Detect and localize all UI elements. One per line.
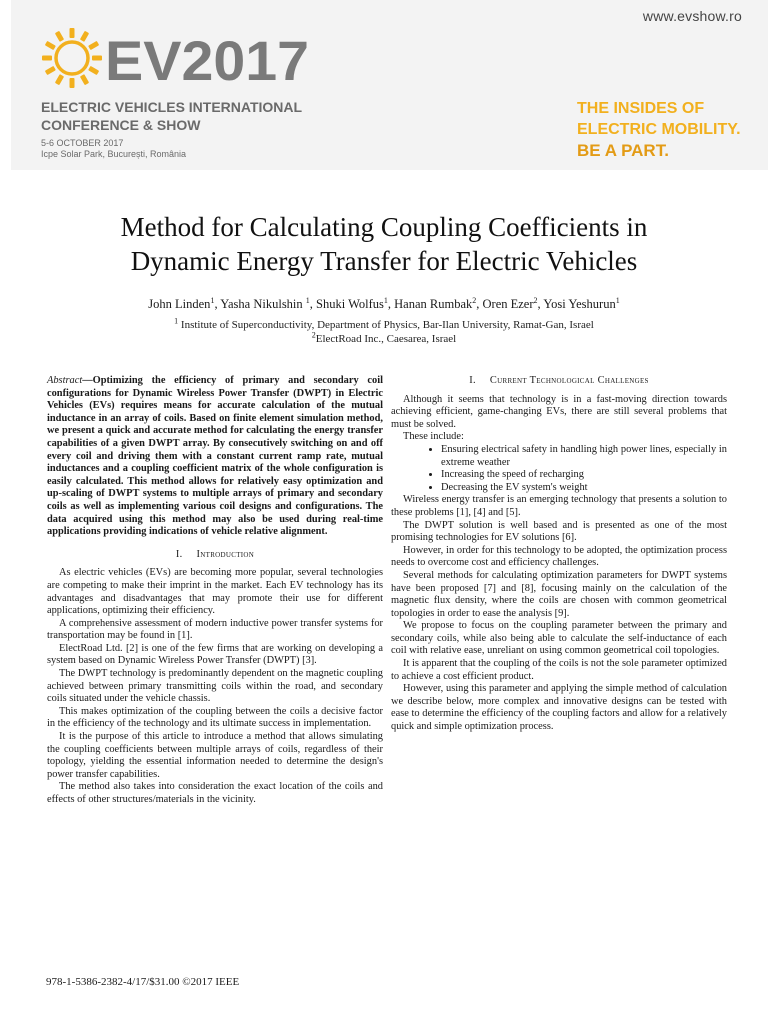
ev2017-logo [41,26,313,90]
paragraph: We propose to focus on the coupling parameter between the primary and secondary coils, while also being able to calculate the self-inductance of each coil with relative ease, unreliant on using common geometrical coil topologies. [391,620,727,657]
left-column [47,375,383,807]
conference-date-venue [41,138,186,160]
author-name: Hanan Rumbak [394,297,473,311]
author-name: Shuki Wolfus [316,297,384,311]
section-heading-introduction [47,549,383,562]
author-affiliation-mark: 2 [533,295,538,305]
paragraph: It is the purpose of this article to introduce a method that allows simulating the coupling coefficients between multiple arrays of coils, regardless of their topology, yielding the essential information needed to determine the design's power transfer capabilities. [47,731,383,780]
conference-name-line1: ELECTRIC VEHICLES INTERNATIONAL [41,99,303,115]
author-affiliation-mark: 1 [615,295,620,305]
logo-text: EV2017 [105,29,309,90]
paragraph: The method also takes into consideration the exact location of the coils and effects of other structures/materials in the vicinity. [47,781,383,805]
author-list [40,297,728,312]
author-separator: , [309,297,317,311]
bullet-item: • Increasing the speed of recharging [441,469,727,482]
conference-banner [11,0,768,170]
author-separator: , [387,297,395,311]
tagline-line1: THE INSIDES OF [577,100,705,117]
abstract [47,375,383,539]
tagline-line2: ELECTRIC MOBILITY. [577,121,741,138]
section-number: I. [469,375,476,386]
author [148,297,220,311]
tagline-line3: BE A PART. [577,141,669,160]
author-name: John Linden [148,297,211,311]
affiliation-1-text: Institute of Superconductivity, Department of Physics, Bar-Ilan University, Ramat-Gan, Israel [178,319,594,331]
author [543,297,619,311]
conference-venue: Icpe Solar Park, București, România [41,149,187,159]
author-separator: , [214,297,221,311]
affiliation-2 [40,330,728,345]
author-separator: , [537,297,544,311]
paragraph: Although it seems that technology is in a fast-moving direction towards achieving efficient, game-changing EVs, there are still several problems that must be solved. [391,393,727,430]
tagline [577,98,741,161]
section-title: Current Technological Challenges [489,375,649,386]
paragraph: As electric vehicles (EVs) are becoming more popular, several technologies are competing to make their imprint in the market. Each EV technology has its advantages and disadvantages that may promote their use for different applications, optimizing their efficiency. [47,567,383,617]
right-column [391,375,727,734]
conference-date: 5-6 OCTOBER 2017 [41,138,124,148]
author [483,297,544,311]
author-affiliation-mark: 2 [472,295,477,305]
bullet-item: • Ensuring electrical safety in handling high power lines, especially in extreme weather [441,444,727,469]
paragraph: It is apparent that the coupling of the coils is not the sole parameter optimized to achieve a cost efficient product. [391,658,727,682]
affiliation-1 [40,316,728,331]
paragraph: However, in order for this technology to be adopted, the optimization process needs to overcome cost and efficiency challenges. [391,544,727,569]
author-affiliation-mark: 1 [210,295,215,305]
author-affiliation-mark: 1 [305,295,310,305]
affiliation-1-mark: 1 [174,316,179,326]
bullet-item: • Decreasing the EV system's weight [441,482,727,495]
paper-title [40,210,728,278]
section-title: Introduction [196,548,255,560]
author-name: Yasha Nikulshin [220,297,306,311]
section-number: I. [175,548,183,560]
paragraph: This makes optimization of the coupling between the coils a decisive factor in the efficiency of the technology and its ultimate success in implementation. [47,705,383,730]
author-separator: , [476,297,483,311]
challenges-body [391,494,727,733]
website-url[interactable]: www.evshow.ro [642,8,742,24]
conference-name [41,98,302,134]
affiliation-2-mark: 2 [311,330,316,340]
paragraph: Wireless energy transfer is an emerging technology that presents a solution to these problems [1], [4] and [5]. [391,494,727,518]
paragraph: Several methods for calculating optimization parameters for DWPT systems have been proposed [7] and [8], focusing mainly on the calculation of the magnetic flux density, where the coils are chosen with common geometrical topologies in order to ease the analysis [9]. [391,569,727,619]
author [220,297,316,311]
paragraph: The DWPT technology is predominantly dependent on the magnetic coupling achieved between primary transmitting coils within the road, and secondary coils situated under the vehicle chassis. [47,668,383,705]
paper-title-line1: Method for Calculating Coupling Coefficients in [120,212,648,242]
paragraph: The DWPT solution is well based and is presented as one of the most promising technologies for EV solutions [6]. [391,519,727,544]
affiliation-2-text: ElectRoad Inc., Caesarea, Israel [315,333,457,345]
section-heading-challenges [391,375,727,388]
conference-name-line2: CONFERENCE & SHOW [41,117,201,133]
author-name: Yosi Yeshurun [543,297,616,311]
introduction-body [47,567,383,806]
author [394,297,482,311]
paper-title-line2: Dynamic Energy Transfer for Electric Vehicles [130,246,638,276]
author [316,297,394,311]
copyright-footer: 978-1-5386-2382-4/17/$31.00 ©2017 IEEE [46,976,240,988]
abstract-label: Abstract [47,375,83,386]
sun-icon [42,28,102,88]
author-name: Oren Ezer [482,297,534,311]
paragraph: However, using this parameter and applying the simple method of calculation we describe below, more complex and innovative designs can be tested with ease to determine the efficiency of the coupling factors and allow for a relatively quick and simple optimization process. [391,683,727,733]
abstract-text: —Optimizing the efficiency of primary and secondary coil configurations for Dynamic Wireless Power Transfer (DWPT) in Electric Vehicles (EVs) requires means for accurate calculation of the mutual inductance in an array of coils. Based on finite element simulation method, we present a quick and accurate method for calculating the energy transfer capabilities of a given DWPT array. By consecutively switching on and off every coil and driving them with a constant current ramp rate, mutual inductances and a coupling coefficient matrix of the whole configuration is easily calculated. This method allows for relatively easy optimization and up-scaling of DWPT systems to multiple arrays of primary and secondary coils as well as implementing various coil designs and configurations. The data acquired using this method may also be used during real-time applications providing indications of vehicle relative alignment. [47,375,383,538]
paragraph: These include: [403,431,464,443]
paragraph: A comprehensive assessment of modern inductive power transfer systems for transportation may be found in [1]. [47,617,383,642]
paragraph: ElectRoad Ltd. [2] is one of the few firms that are working on developing a system based on Dynamic Wireless Power Transfer (DWPT) [3]. [47,642,383,667]
challenge-list [391,444,727,494]
author-affiliation-mark: 1 [383,295,388,305]
